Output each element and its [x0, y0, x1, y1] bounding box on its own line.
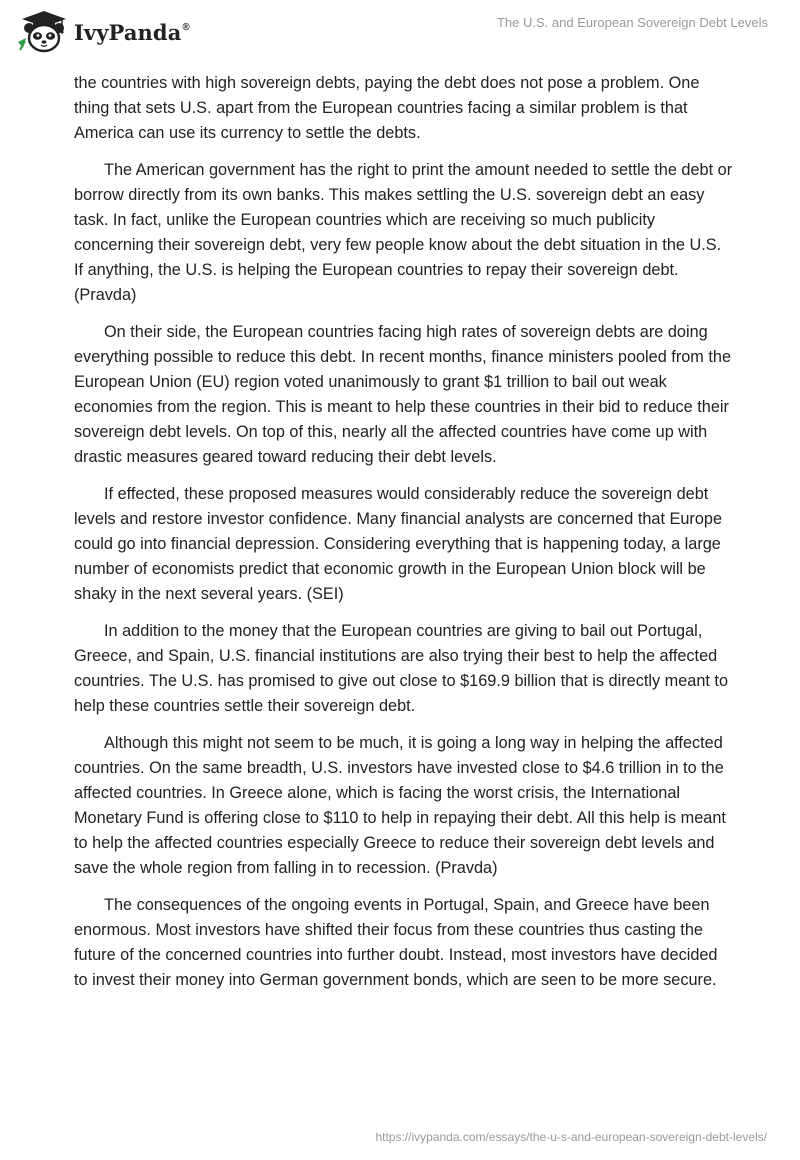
paragraph: On their side, the European countries facing high rates of sovereign debts are doing everything possible to reduce this debt. In recent months, finance ministers pooled from the European Union (EU) region voted unanimously to grant $1 trillion to bail out weak economies from the region. This is meant to help these countries in their bid to reduce their sovereign debt levels. On top of this, nearly all the affected countries have come up with drastic measures geared toward reducing their debt levels.	[74, 323, 732, 466]
document-title: The U.S. and European Sovereign Debt Levels	[496, 15, 768, 30]
registered-mark: ®	[182, 21, 190, 33]
brand-name	[74, 20, 190, 45]
paragraph: Although this might not seem to be much, it is going a long way in helping the affected countries. On the same breadth, U.S. investors have invested close to $4.6 trillion in to the affected countries. In Greece alone, which is facing the worst crisis, the International Monetary Fund is offering close to $110 to help in repaying their debt. All this help is meant to help the affected countries especially Greece to reduce their sovereign debt levels and save the whole region from falling in to recession. (Pravda)	[74, 734, 726, 877]
paragraph: In addition to the money that the European countries are giving to bail out Portugal, Greece, and Spain, U.S. financial institutions are also trying their best to help the affected countries. The U.S. has promised to give out close to $169.9 billion that is directly meant to help these countries settle their sovereign debt.	[74, 622, 729, 715]
essay-body	[74, 71, 734, 1005]
ivypanda-logo[interactable]	[14, 8, 190, 54]
page-header	[0, 0, 800, 70]
paragraph: The American government has the right to print the amount needed to settle the debt or borrow directly from its own banks. This makes settling the U.S. sovereign debt an easy task. In fact, unlike the European countries which are receiving so much publicity concerning their sovereign debt, very few people know about the debt situation in the U.S. If anything, the U.S. is helping the European countries to repay their sovereign debt. (Pravda)	[74, 161, 733, 304]
source-url[interactable]: https://ivypanda.com/essays/the-u-s-and-european-sovereign-debt-levels/	[375, 1130, 767, 1144]
panda-graduation-cap-icon	[14, 8, 70, 54]
paragraph: If effected, these proposed measures would considerably reduce the sovereign debt levels and restore investor confidence. Many financial analysts are concerned that Europe could go into financial depression. Considering everything that is happening today, a large number of economists predict that economic growth in the European Union block will be shaky in the next several years. (SEI)	[74, 485, 722, 603]
paragraph: The consequences of the ongoing events in Portugal, Spain, and Greece have been enormous. Most investors have shifted their focus from these countries thus casting the future of the concerned countries into further doubt. Instead, most investors have decided to invest their money into German government bonds, which are seen to be more secure.	[74, 896, 718, 989]
brand-name-text: IvyPanda	[74, 19, 182, 45]
paragraph: the countries with high sovereign debts, paying the debt does not pose a problem. One thing that sets U.S. apart from the European countries facing a similar problem is that America can use its currency to settle the debts.	[74, 74, 700, 142]
